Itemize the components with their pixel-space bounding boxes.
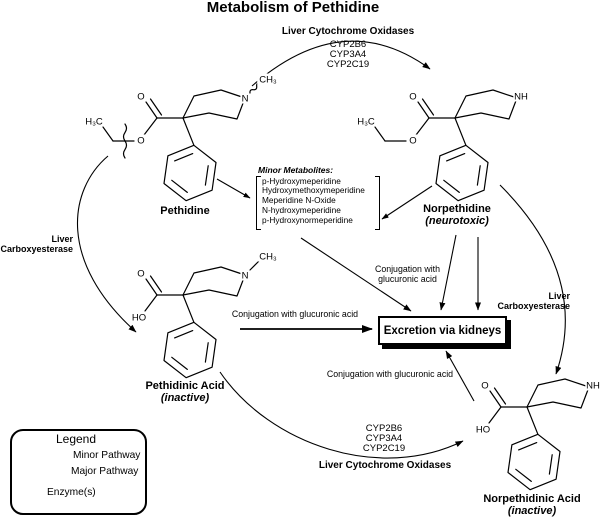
conjugation-label-pethidinic: Conjugation with glucuronic acid (231, 309, 359, 319)
atom-hydroxyl: HO (131, 312, 147, 324)
legend-enzyme-label: Enzyme(s) (47, 487, 96, 498)
minor-metabolite-item: Meperidine N-Oxide (262, 195, 336, 206)
atom-carbonyl-oxygen: O (409, 91, 417, 103)
bottom-enzyme-cyp3a4: CYP3A4 (365, 433, 403, 444)
legend-box (10, 429, 147, 515)
top-enzyme-list (314, 40, 382, 70)
minor-metabolites-left-bracket (256, 176, 261, 230)
phenyl-ring (508, 434, 560, 489)
atom-ethyl-methyl: H₃C (357, 116, 375, 128)
top-enzyme-cyp2c19: CYP2C19 (326, 59, 370, 70)
minor-metabolites-title: Minor Metabolites: (258, 165, 334, 175)
arrow-left-carboxyesterase (77, 156, 136, 332)
right-enzyme-label-line1: Liver (548, 291, 570, 301)
compound-label-pethidinic-acid: Pethidinic Acid (145, 380, 225, 392)
legend-minor-label: Minor Pathway (73, 450, 141, 461)
right-enzyme-label-line2: Carboxyesterase (497, 301, 570, 311)
top-enzyme-cyp2b6: CYP2B6 (329, 39, 367, 50)
compound-label-norpethidine: Norpethidine (423, 203, 491, 215)
compound-note-norpethidine: (neurotoxic) (425, 215, 489, 227)
minor-metabolites-panel (252, 166, 382, 226)
page-title: Metabolism of Pethidine (206, 0, 380, 16)
top-enzyme-cyp3a4: CYP3A4 (329, 49, 367, 60)
left-enzyme-label-line2: Carboxyesterase (0, 244, 73, 254)
arrow-pethidine-to-minor-metabolites (217, 179, 250, 198)
legend-major-label: Major Pathway (71, 466, 139, 477)
bottom-enzyme-cyp2c19: CYP2C19 (362, 443, 406, 454)
compound-label-norpethidinic-acid: Norpethidinic Acid (483, 493, 581, 505)
top-enzyme-group-label: Liver Cytochrome Oxidases (281, 26, 415, 37)
compound-note-pethidinic-acid: (inactive) (160, 392, 210, 404)
phenyl-ring (164, 322, 216, 377)
atom-carbonyl-oxygen: O (481, 380, 489, 392)
phenyl-ring (436, 145, 488, 200)
excretion-label: Excretion via kidneys (383, 324, 502, 337)
atom-ring-nh: NH (586, 380, 600, 392)
bottom-enzyme-cyp2b6: CYP2B6 (365, 423, 403, 434)
minor-metabolites-right-bracket (375, 176, 380, 230)
bottom-enzyme-group-label: Liver Cytochrome Oxidases (318, 460, 452, 471)
atom-carbonyl-oxygen: O (137, 268, 145, 280)
atom-ester-oxygen: O (137, 135, 145, 147)
conjugation-label-minor-line2: glucuronic acid (378, 273, 437, 284)
atom-ring-nh: NH (514, 91, 528, 103)
atom-n-methyl: CH₃ (259, 74, 277, 86)
conjugation-label-minor (350, 265, 465, 285)
phenyl-ring (164, 145, 216, 200)
compound-label-pethidine: Pethidine (160, 205, 210, 217)
atom-ethyl-methyl: H₃C (85, 116, 103, 128)
atom-ring-nitrogen: N (241, 270, 249, 282)
molecule-pethidine (83, 74, 279, 201)
conjugation-label-minor-line1: Conjugation with (374, 264, 441, 274)
minor-metabolite-item: p-Hydroxymeperidine (262, 175, 341, 186)
atom-n-methyl: CH₃ (259, 251, 277, 263)
arrow-bottom-cytochrome-oxidases (220, 369, 463, 458)
minor-metabolite-item: Hydroxymethoxymeperidine (262, 185, 365, 196)
compound-note-norpethidinic-acid: (inactive) (507, 505, 557, 517)
minor-metabolites-list (262, 177, 382, 226)
minor-metabolite-item: N-hydroxymeperidine (262, 204, 341, 215)
atom-ring-nitrogen: N (241, 93, 249, 105)
legend-title: Legend (55, 432, 97, 446)
atom-carbonyl-oxygen: O (137, 91, 145, 103)
left-enzyme-label-line1: Liver (51, 234, 73, 244)
atom-hydroxyl: HO (475, 424, 491, 436)
conjugation-label-norpethidinic: Conjugation with glucuronic acid (326, 369, 454, 379)
minor-metabolite-item: p-Hydroxynormeperidine (262, 214, 353, 225)
molecule-norpethidinic-acid (475, 379, 600, 490)
atom-ester-oxygen: O (409, 135, 417, 147)
excretion-box (378, 316, 507, 345)
bottom-enzyme-list (350, 424, 418, 454)
